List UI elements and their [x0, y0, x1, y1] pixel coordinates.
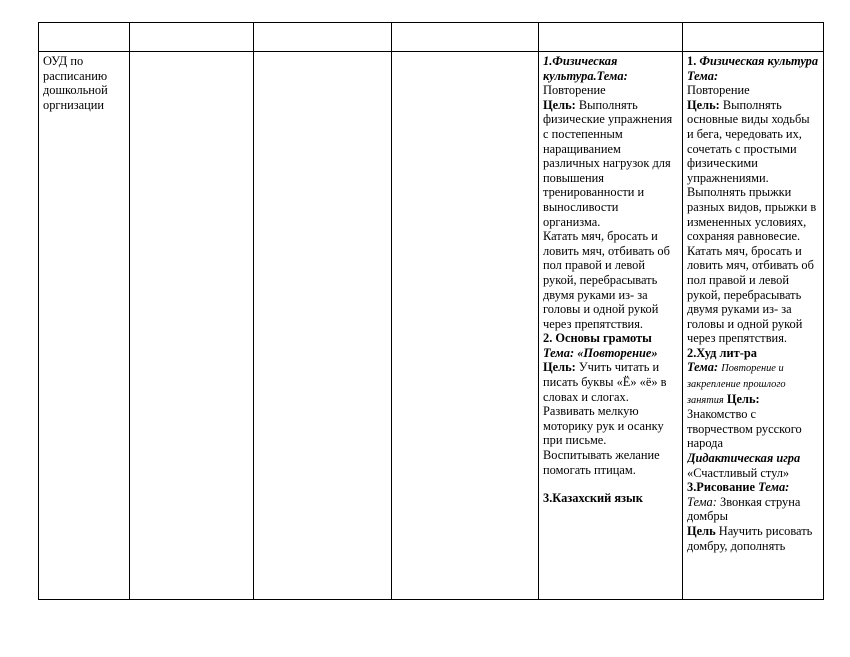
literature-topic: Повторение и закрепление прошлого занятия — [687, 363, 786, 406]
header-cell — [39, 23, 130, 52]
pe-text: Выполнять прыжки разных видов, прыжки в измененных условиях, сохраняя равновесие. — [687, 185, 817, 244]
lesson-plan-table — [38, 22, 824, 600]
content-row — [39, 52, 824, 600]
kazakh-title: 3.Казахский язык — [543, 491, 643, 506]
empty-cell — [254, 52, 392, 600]
drawing-topic-label: Тема: — [687, 494, 717, 509]
day-cell-5 — [539, 52, 683, 600]
literature-title: 2.Худ лит-ра — [687, 345, 757, 360]
header-cell — [392, 23, 539, 52]
literacy-text: Воспитывать желание помогать птицам. — [543, 448, 660, 477]
pe-text: Катать мяч, бросать и ловить мяч, отбивать об пол правой и левой рукой, перебрасывать двумя руками из- за головы и одной рукой через препятствия. — [543, 229, 670, 331]
drawing-title: 3.Рисование — [687, 480, 756, 495]
pe-goal-label: Цель: — [687, 97, 720, 112]
literacy-title: 2. Основы грамоты — [543, 331, 652, 346]
literacy-goal: Учить читать и писать буквы «Ё» «ё» в словах и слогах. Развивать мелкую моторику рук и осанку при письме. — [543, 360, 667, 448]
drawing-goal: Научить рисовать домбру, дополнять — [687, 524, 813, 553]
header-cell — [683, 23, 824, 52]
pe-text-2: Катать мяч, бросать и ловить мяч, отбивать об пол правой и левой рукой, перебрасывать двумя руками из- за головы и одной рукой через препятствия. — [687, 243, 814, 346]
empty-cell — [392, 52, 539, 600]
row-label: ОУД по расписанию дошкольной оргнизации — [43, 54, 108, 112]
pe-title: Физическая культура Тема: — [687, 54, 819, 83]
drawing-goal-label: Цель — [687, 524, 716, 538]
literature-goal: Знакомство с творчеством русского народа — [687, 407, 802, 451]
game-name: «Счастливый стул» — [687, 465, 790, 480]
day-cell-6 — [683, 52, 824, 600]
drawing-topic-label-bold: Тема: — [758, 480, 790, 495]
pe-number: 1. — [687, 54, 697, 68]
pe-title: 1.Физическая культура.Тема: — [543, 54, 628, 83]
literacy-topic: Тема: «Повторение» — [543, 345, 658, 360]
pe-goal: Выполнять основные виды ходьбы и бега, чередовать их, сочетать с простыми физическими упражнениями. — [687, 97, 810, 185]
literature-goal-label: Цель: — [726, 391, 760, 406]
header-row — [39, 23, 824, 52]
literature-topic-label: Тема: — [687, 360, 719, 375]
drawing-topic: Звонкая струна домбры — [687, 494, 801, 524]
header-cell — [130, 23, 254, 52]
row-label-cell — [39, 52, 130, 600]
game-label: Дидактическая игра — [687, 451, 801, 466]
empty-cell — [130, 52, 254, 600]
pe-goal-label: Цель: — [543, 97, 576, 112]
pe-goal: Выполнять физические упражнения с постепенным наращиванием различных нагрузок для повышения тренированности и выносливости организма. — [543, 97, 673, 229]
header-cell — [254, 23, 392, 52]
header-cell — [539, 23, 683, 52]
pe-topic: Повторение — [543, 83, 606, 98]
pe-topic: Повторение — [687, 83, 750, 98]
literacy-goal-label: Цель: — [543, 360, 576, 375]
